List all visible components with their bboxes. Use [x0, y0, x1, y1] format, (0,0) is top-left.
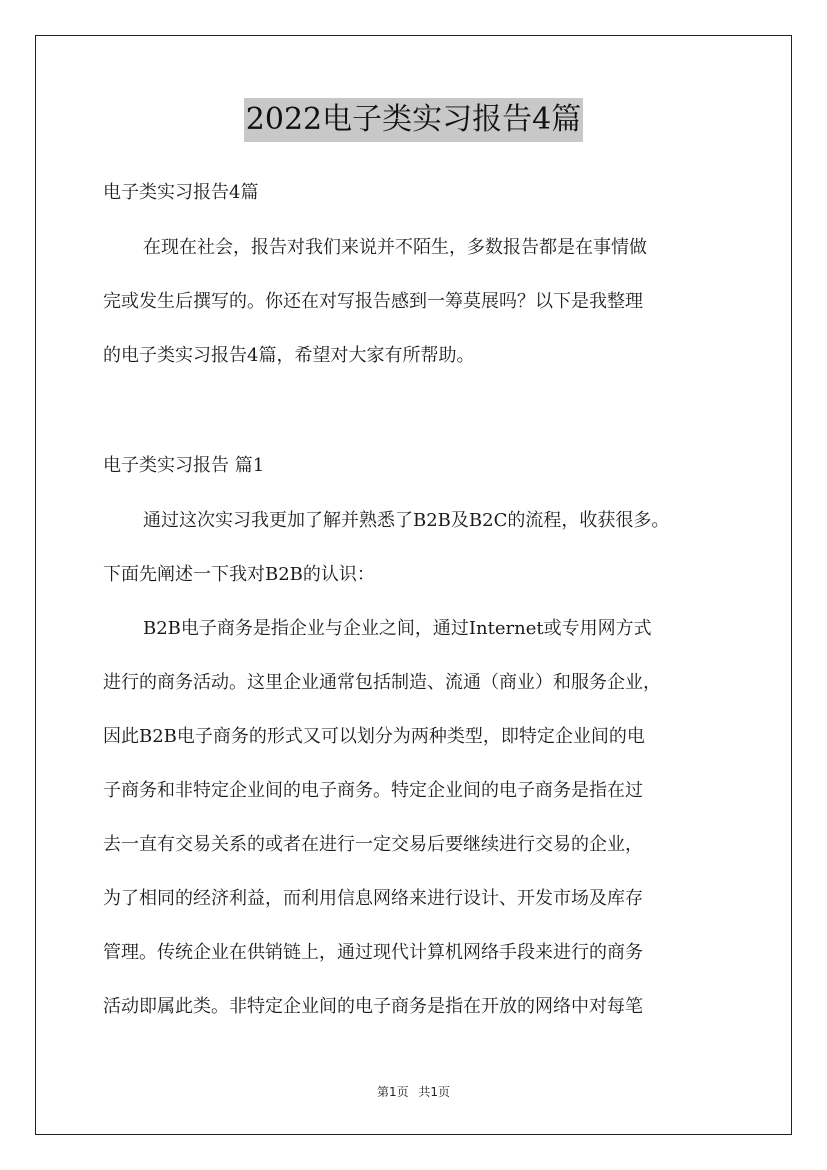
- paragraph-line: 下面先阐述一下我对B2B的认识：: [103, 564, 375, 585]
- paragraph-line: 子商务和非特定企业间的电子商务。特定企业间的电子商务是指在过: [103, 780, 643, 801]
- paragraph-line: 通过这次实习我更加了解并熟悉了B2B及B2C的流程，收获很多。: [143, 510, 670, 531]
- page-number: 第1页: [376, 1085, 409, 1099]
- paragraph-line: 因此B2B电子商务的形式又可以划分为两种类型，即特定企业间的电: [103, 726, 645, 747]
- intro-line: 在现在社会，报告对我们来说并不陌生，多数报告都是在事情做: [143, 237, 647, 258]
- document-subtitle: 电子类实习报告4篇: [103, 182, 259, 203]
- intro-line: 完或发生后撰写的。你还在对写报告感到一筹莫展吗？以下是我整理: [103, 291, 643, 312]
- page-footer: [0, 1083, 827, 1100]
- paragraph-line: 为了相同的经济利益，而利用信息网络来进行设计、开发市场及库存: [103, 888, 643, 909]
- title-container: [0, 98, 827, 142]
- document-title: 2022电子类实习报告4篇: [244, 98, 583, 142]
- paragraph-line: 管理。传统企业在供销链上，通过现代计算机网络手段来进行的商务: [103, 942, 643, 963]
- paragraph-line: 进行的商务活动。这里企业通常包括制造、流通（商业）和服务企业，: [103, 672, 661, 693]
- section-heading: 电子类实习报告 篇1: [103, 455, 265, 476]
- paragraph-line: B2B电子商务是指企业与企业之间，通过Internet或专用网方式: [143, 618, 652, 639]
- page-total: 共1页: [418, 1085, 451, 1099]
- paragraph-line: 去一直有交易关系的或者在进行一定交易后要继续进行交易的企业，: [103, 834, 643, 855]
- paragraph-line: 活动即属此类。非特定企业间的电子商务是指在开放的网络中对每笔: [103, 996, 643, 1017]
- intro-line: 的电子类实习报告4篇，希望对大家有所帮助。: [103, 345, 475, 366]
